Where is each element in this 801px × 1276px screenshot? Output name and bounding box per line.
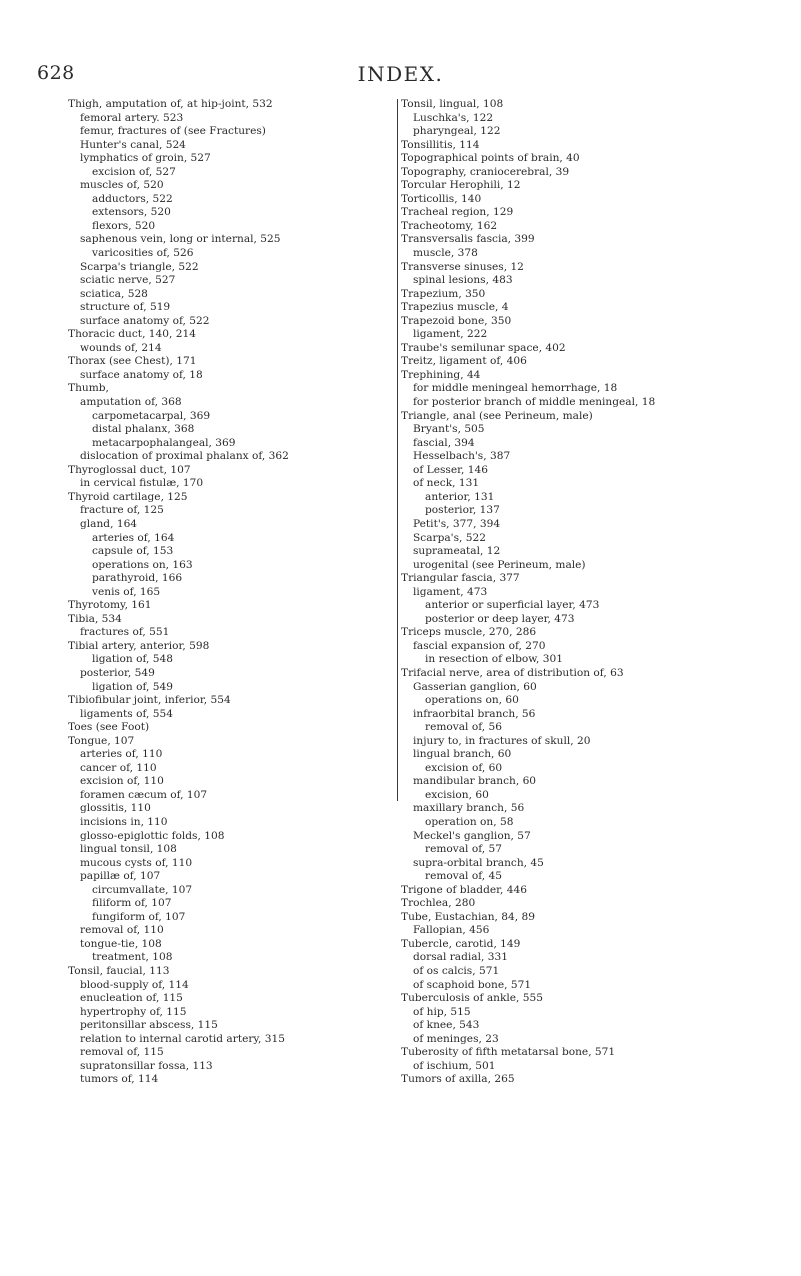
index-entry: Trephining, 44 bbox=[401, 368, 481, 381]
index-subentry: foramen cæcum of, 107 bbox=[80, 788, 208, 801]
index-subentry: removal of, 115 bbox=[80, 1046, 164, 1059]
index-subentry: Luschka's, 122 bbox=[413, 111, 494, 124]
index-subentry: lingual branch, 60 bbox=[413, 748, 512, 761]
index-column-right bbox=[401, 98, 781, 1087]
index-subentry: Scarpa's, 522 bbox=[413, 531, 486, 544]
index-subentry: incisions in, 110 bbox=[80, 815, 168, 828]
index-subentry: glosso-epiglottic folds, 108 bbox=[80, 829, 225, 842]
index-subentry: papillæ of, 107 bbox=[80, 870, 161, 883]
index-entry: Tonsil, lingual, 108 bbox=[401, 98, 504, 110]
index-subentry: urogenital (see Perineum, male) bbox=[413, 558, 586, 571]
index-subentry: Scarpa's triangle, 522 bbox=[80, 260, 199, 273]
page-header bbox=[0, 62, 801, 88]
index-subentry: flexors, 520 bbox=[92, 219, 156, 232]
index-subentry: mandibular branch, 60 bbox=[413, 775, 537, 788]
index-column-left bbox=[68, 98, 438, 1087]
index-subentry: removal of, 57 bbox=[425, 843, 502, 856]
index-entry: Thyrotomy, 161 bbox=[68, 599, 152, 612]
index-subentry: ligation of, 549 bbox=[92, 680, 173, 693]
index-subentry: anterior, 131 bbox=[425, 490, 495, 503]
index-subentry: capsule of, 153 bbox=[92, 545, 174, 558]
index-entry: Thorax (see Chest), 171 bbox=[68, 355, 197, 368]
index-subentry: fungiform of, 107 bbox=[92, 910, 186, 923]
index-subentry: surface anatomy of, 522 bbox=[80, 314, 210, 327]
index-subentry: of ischium, 501 bbox=[413, 1059, 496, 1072]
index-subentry: posterior, 137 bbox=[425, 504, 500, 517]
index-entry: Trapezius muscle, 4 bbox=[401, 301, 509, 314]
index-entry: Topography, craniocerebral, 39 bbox=[401, 165, 570, 178]
index-subentry: femoral artery. 523 bbox=[80, 111, 184, 124]
index-subentry: Hesselbach's, 387 bbox=[413, 450, 511, 463]
index-subentry: peritonsillar abscess, 115 bbox=[80, 1019, 218, 1032]
index-subentry: dorsal radial, 331 bbox=[413, 951, 508, 964]
index-subentry: carpometacarpal, 369 bbox=[92, 409, 211, 422]
index-subentry: supratonsillar fossa, 113 bbox=[80, 1059, 213, 1072]
index-subentry: tongue-tie, 108 bbox=[80, 937, 162, 950]
index-subentry: arteries of, 164 bbox=[92, 531, 175, 544]
index-entry: Torticollis, 140 bbox=[401, 192, 482, 205]
index-subentry: adductors, 522 bbox=[92, 192, 173, 205]
index-subentry: operations on, 163 bbox=[92, 558, 193, 571]
index-entry: Triangle, anal (see Perineum, male) bbox=[401, 409, 593, 422]
index-subentry: saphenous vein, long or internal, 525 bbox=[80, 233, 281, 246]
index-subentry: operations on, 60 bbox=[425, 694, 519, 707]
index-entry: Thoracic duct, 140, 214 bbox=[68, 328, 196, 341]
index-subentry: hypertrophy of, 115 bbox=[80, 1005, 187, 1018]
index-entry: Trochlea, 280 bbox=[401, 897, 476, 910]
index-subentry: dislocation of proximal phalanx of, 362 bbox=[80, 450, 289, 463]
index-subentry: filiform of, 107 bbox=[92, 897, 172, 910]
index-subentry: of knee, 543 bbox=[413, 1019, 480, 1032]
index-subentry: cancer of, 110 bbox=[80, 761, 157, 774]
index-entry: Transversalis fascia, 399 bbox=[401, 233, 535, 246]
index-subentry: sciatic nerve, 527 bbox=[80, 274, 176, 287]
index-entry: Thyroid cartilage, 125 bbox=[68, 490, 188, 503]
index-entry: Tuberculosis of ankle, 555 bbox=[401, 992, 543, 1005]
index-entry: Trapezium, 350 bbox=[401, 287, 486, 300]
index-subentry: of meninges, 23 bbox=[413, 1032, 499, 1045]
index-subentry: surface anatomy of, 18 bbox=[80, 368, 203, 381]
index-subentry: tumors of, 114 bbox=[80, 1073, 159, 1086]
index-subentry: gland, 164 bbox=[80, 517, 138, 530]
index-entry: Treitz, ligament of, 406 bbox=[401, 355, 527, 368]
index-subentry: posterior, 549 bbox=[80, 666, 155, 679]
index-entry: Tibiofibular joint, inferior, 554 bbox=[68, 694, 231, 707]
index-subentry: extensors, 520 bbox=[92, 206, 171, 219]
index-entry: Topographical points of brain, 40 bbox=[401, 152, 580, 165]
index-subentry: suprameatal, 12 bbox=[413, 545, 501, 558]
index-subentry: in cervical fistulæ, 170 bbox=[80, 477, 204, 490]
index-subentry: lymphatics of groin, 527 bbox=[80, 152, 211, 165]
column-divider bbox=[397, 99, 398, 801]
index-subentry: Fallopian, 456 bbox=[413, 924, 490, 937]
index-subentry: of Lesser, 146 bbox=[413, 463, 488, 476]
index-subentry: excision of, 527 bbox=[92, 165, 176, 178]
index-subentry: of neck, 131 bbox=[413, 477, 480, 490]
index-subentry: enucleation of, 115 bbox=[80, 992, 183, 1005]
page-title: INDEX. bbox=[357, 62, 444, 86]
index-subentry: of scaphoid bone, 571 bbox=[413, 978, 532, 991]
index-entry: Trigone of bladder, 446 bbox=[401, 883, 527, 896]
index-subentry: muscle, 378 bbox=[413, 247, 478, 260]
index-subentry: ligaments of, 554 bbox=[80, 707, 173, 720]
index-subentry: Gasserian ganglion, 60 bbox=[413, 680, 537, 693]
index-subentry: structure of, 519 bbox=[80, 301, 171, 314]
index-subentry: maxillary branch, 56 bbox=[413, 802, 525, 815]
index-subentry: infraorbital branch, 56 bbox=[413, 707, 536, 720]
index-subentry: ligament, 222 bbox=[413, 328, 488, 341]
index-subentry: supra-orbital branch, 45 bbox=[413, 856, 544, 869]
index-entry: Traube's semilunar space, 402 bbox=[401, 341, 566, 354]
page-number: 628 bbox=[37, 62, 75, 84]
index-subentry: injury to, in fractures of skull, 20 bbox=[413, 734, 591, 747]
index-entry: Thigh, amputation of, at hip-joint, 532 bbox=[68, 98, 273, 110]
index-entry: Torcular Herophili, 12 bbox=[401, 179, 521, 192]
index-subentry: fascial expansion of, 270 bbox=[413, 639, 546, 652]
index-subentry: mucous cysts of, 110 bbox=[80, 856, 193, 869]
index-entry: Triceps muscle, 270, 286 bbox=[401, 626, 537, 639]
index-subentry: muscles of, 520 bbox=[80, 179, 164, 192]
index-subentry: Bryant's, 505 bbox=[413, 423, 485, 436]
index-entry: Tuberosity of fifth metatarsal bone, 571 bbox=[401, 1046, 616, 1059]
index-subentry: venis of, 165 bbox=[92, 585, 161, 598]
index-subentry: spinal lesions, 483 bbox=[413, 274, 513, 287]
index-subentry: circumvallate, 107 bbox=[92, 883, 193, 896]
index-subentry: removal of, 56 bbox=[425, 721, 502, 734]
index-entry: Toes (see Foot) bbox=[68, 721, 150, 734]
index-subentry: ligation of, 548 bbox=[92, 653, 173, 666]
index-entry: Thyroglossal duct, 107 bbox=[68, 463, 191, 476]
index-entry: Trifacial nerve, area of distribution of, 63 bbox=[401, 666, 624, 679]
index-entry: Tonsil, faucial, 113 bbox=[68, 965, 170, 977]
index-subentry: fascial, 394 bbox=[413, 436, 475, 449]
index-entry: Tonsillitis, 114 bbox=[401, 138, 480, 151]
index-subentry: Petit's, 377, 394 bbox=[413, 517, 501, 530]
index-subentry: excision of, 60 bbox=[425, 761, 503, 774]
index-subentry: fracture of, 125 bbox=[80, 504, 164, 517]
index-subentry: in resection of elbow, 301 bbox=[425, 653, 564, 666]
index-subentry: operation on, 58 bbox=[425, 815, 514, 828]
index-subentry: sciatica, 528 bbox=[80, 287, 148, 300]
index-subentry: for posterior branch of middle meningeal, 18 bbox=[413, 396, 656, 409]
index-entry: Tongue, 107 bbox=[68, 734, 135, 747]
index-subentry: of os calcis, 571 bbox=[413, 965, 500, 977]
index-subentry: posterior or deep layer, 473 bbox=[425, 612, 575, 625]
index-subentry: pharyngeal, 122 bbox=[413, 125, 501, 138]
index-entry: Trapezoid bone, 350 bbox=[401, 314, 512, 327]
index-subentry: glossitis, 110 bbox=[80, 802, 151, 815]
index-subentry: relation to internal carotid artery, 315 bbox=[80, 1032, 285, 1045]
index-subentry: varicosities of, 526 bbox=[92, 247, 194, 260]
index-subentry: arteries of, 110 bbox=[80, 748, 163, 761]
index-subentry: removal of, 110 bbox=[80, 924, 164, 937]
index-subentry: Hunter's canal, 524 bbox=[80, 138, 186, 151]
index-entry: Thumb, bbox=[68, 382, 109, 395]
index-subentry: anterior or superficial layer, 473 bbox=[425, 599, 600, 612]
index-entry: Tracheal region, 129 bbox=[401, 206, 514, 219]
index-entry: Tibia, 534 bbox=[68, 612, 122, 625]
index-entry: Triangular fascia, 377 bbox=[401, 572, 520, 585]
index-subentry: distal phalanx, 368 bbox=[92, 423, 195, 436]
index-entry: Tracheotomy, 162 bbox=[401, 219, 498, 232]
index-subentry: removal of, 45 bbox=[425, 870, 502, 883]
index-subentry: excision of, 110 bbox=[80, 775, 164, 788]
index-subentry: Meckel's ganglion, 57 bbox=[413, 829, 531, 842]
index-subentry: fractures of, 551 bbox=[80, 626, 170, 639]
index-subentry: for middle meningeal hemorrhage, 18 bbox=[413, 382, 618, 395]
index-subentry: lingual tonsil, 108 bbox=[80, 843, 177, 856]
index-entry: Transverse sinuses, 12 bbox=[401, 260, 524, 273]
index-subentry: blood-supply of, 114 bbox=[80, 978, 189, 991]
index-subentry: metacarpophalangeal, 369 bbox=[92, 436, 236, 449]
index-subentry: wounds of, 214 bbox=[80, 341, 162, 354]
index-entry: Tube, Eustachian, 84, 89 bbox=[401, 910, 535, 923]
index-subentry: ligament, 473 bbox=[413, 585, 488, 598]
index-subentry: amputation of, 368 bbox=[80, 396, 182, 409]
index-subentry: treatment, 108 bbox=[92, 951, 173, 964]
index-entry: Tubercle, carotid, 149 bbox=[401, 937, 521, 950]
index-entry: Tibial artery, anterior, 598 bbox=[68, 639, 210, 652]
index-subentry: femur, fractures of (see Fractures) bbox=[80, 125, 266, 138]
index-subentry: of hip, 515 bbox=[413, 1005, 471, 1018]
index-subentry: parathyroid, 166 bbox=[92, 572, 183, 585]
index-subentry: excision, 60 bbox=[425, 788, 489, 801]
index-entry: Tumors of axilla, 265 bbox=[401, 1073, 515, 1086]
